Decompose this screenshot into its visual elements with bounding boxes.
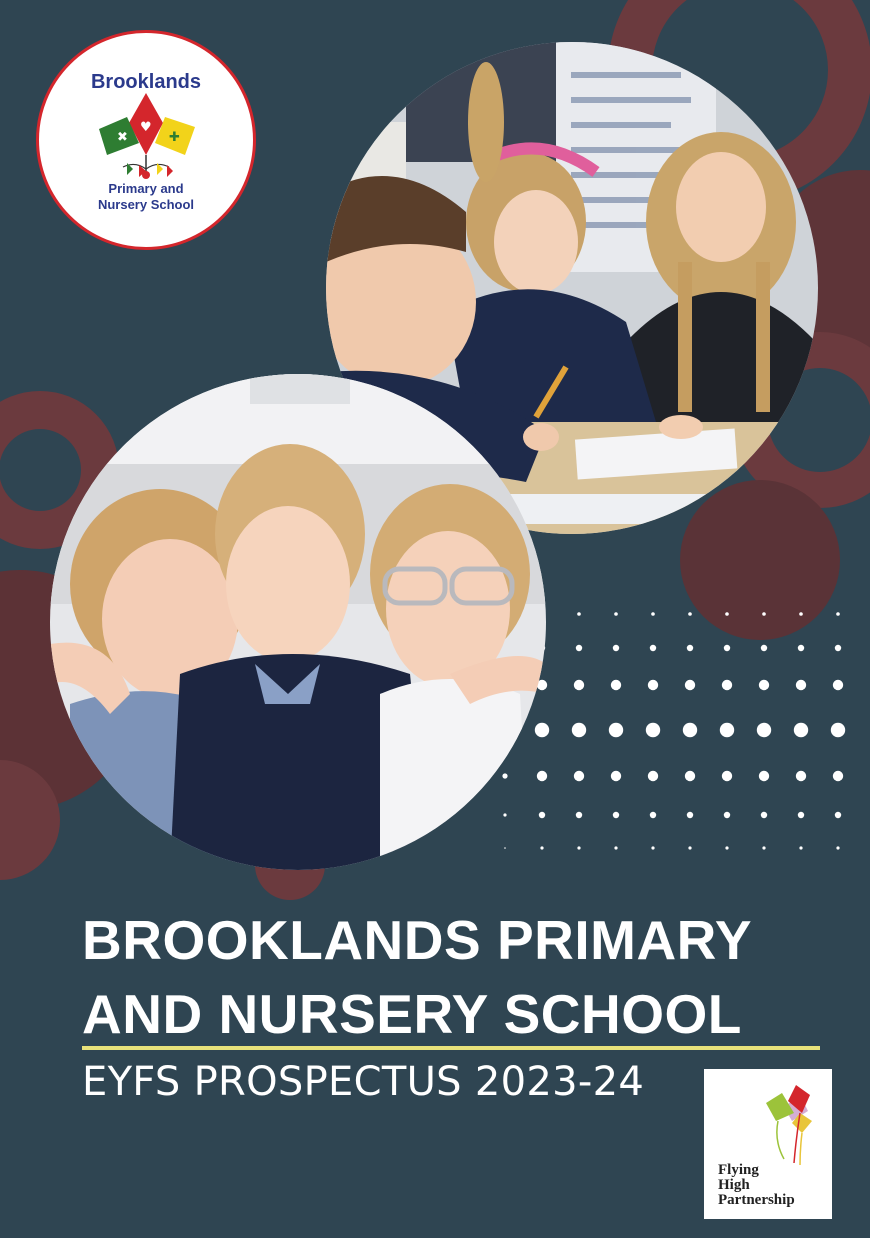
svg-text:✖: ✖ [117, 130, 128, 145]
partner-name-line1: Flying [718, 1162, 759, 1178]
partner-name-line2: High [718, 1177, 750, 1193]
school-logo [36, 30, 256, 250]
partner-name [718, 1163, 795, 1208]
logo-school-name: Brooklands [90, 71, 202, 93]
kite-icon [39, 33, 253, 247]
svg-text:♥: ♥ [140, 120, 152, 135]
photo-three-smiling-girls [50, 374, 546, 870]
partner-logo [704, 1069, 832, 1219]
page-title [82, 903, 842, 1051]
divider-rule [82, 1046, 820, 1050]
logo-subtitle-line2: Nursery School [97, 197, 195, 212]
title-line2: AND NURSERY SCHOOL [82, 982, 742, 1045]
halftone-dots [501, 612, 845, 849]
logo-subtitle-line1: Primary and [108, 181, 184, 196]
partner-name-line3: Partnership [718, 1192, 795, 1208]
svg-text:✚: ✚ [169, 130, 180, 145]
title-line1: BROOKLANDS PRIMARY [82, 908, 753, 971]
prospectus-subtitle: EYFS PROSPECTUS 2023-24 [82, 1059, 645, 1105]
